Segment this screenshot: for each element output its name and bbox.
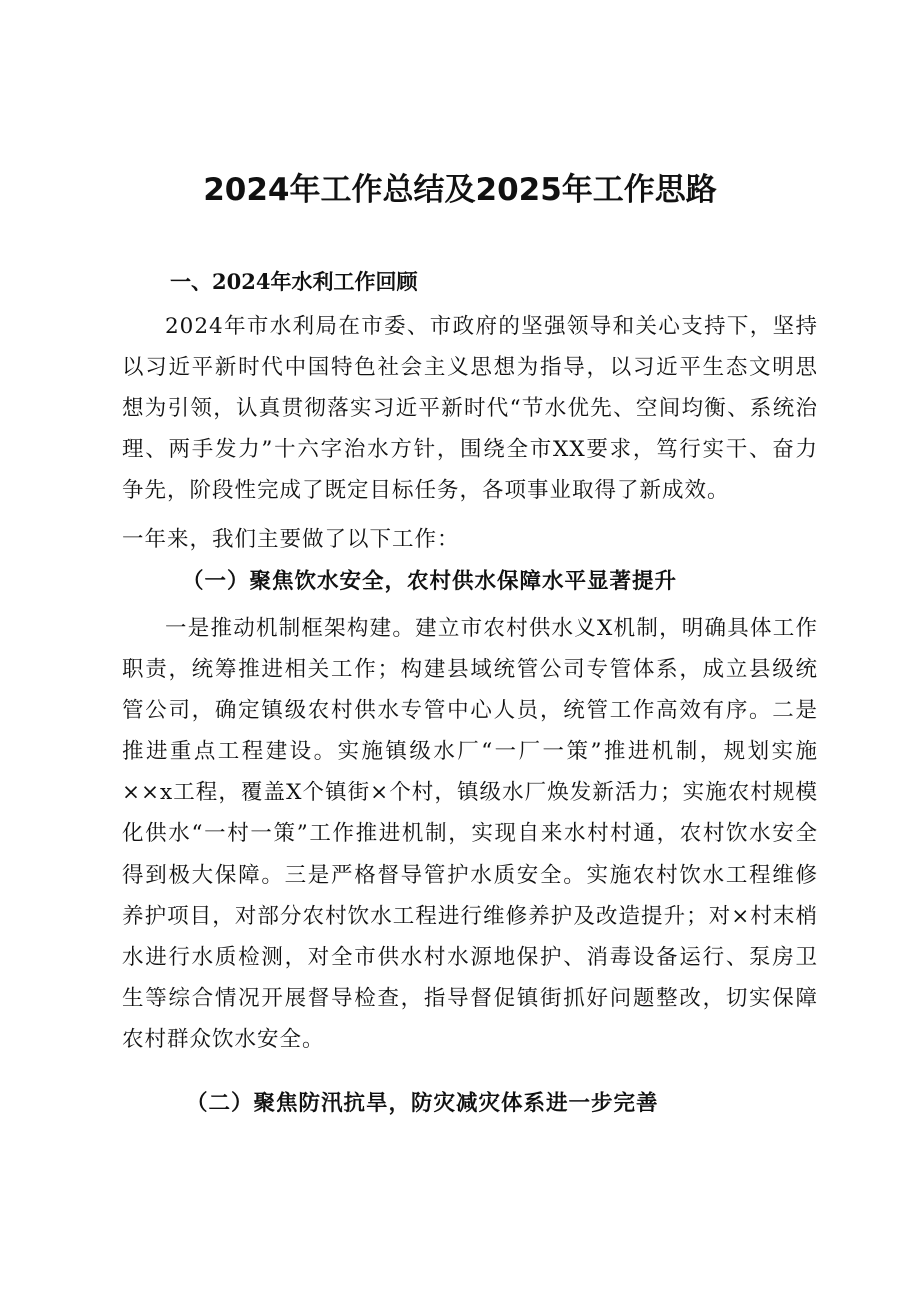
document-title: 2024年工作总结及2025年工作思路 (203, 172, 717, 208)
subsection-heading-flood-control: （二）聚焦防汛抗旱，防灾减灾体系进一步完善 (186, 1091, 659, 1116)
subsection-heading-water-safety: （一）聚焦饮水安全，农村供水保障水平显著提升 (182, 569, 678, 594)
lead-in-text: 一年来，我们主要做了以下工作： (122, 527, 460, 552)
water-safety-paragraph: 一是推动机制框架构建。建立市农村供水义X机制，明确具体工作职责，统筹推进相关工作；构建县域统管公司专管体系，成立县级统管公司，确定镇级农村供水专管中心人员，统管工作高效有序。二是推进重点工程建设。实施镇级水厂“一厂一策”推进机制，规划实施××x工程，覆盖X个镇街×个村，镇级水厂焕发新活力；实施农村规模化供水“一村一策”工作推进机制，实现自来水村村通，农村饮水安全得到极大保障。三是严格督导管护水质安全。实施农村饮水工程维修养护项目，对部分农村饮水工程进行维修养护及改造提升；对×村末梢水进行水质检测，对全市供水村水源地保护、消毒设备运行、泵房卫生等综合情况开展督导检查，指导督促镇街抓好问题整改，切实保障农村群众饮水安全。 (122, 616, 818, 1052)
intro-paragraph: 2024年市水利局在市委、市政府的坚强领导和关心支持下，坚持以习近平新时代中国特色社会主义思想为指导，以习近平生态文明思想为引领，认真贯彻落实习近平新时代“节水优先、空间均衡、系统治理、两手发力”十六字治水方针，围绕全市XX要求，笃行实干、奋力争先，阶段性完成了既定目标任务，各项事业取得了新成效。 (122, 314, 818, 504)
section-heading-review: 一、2024年水利工作回顾 (170, 269, 418, 294)
